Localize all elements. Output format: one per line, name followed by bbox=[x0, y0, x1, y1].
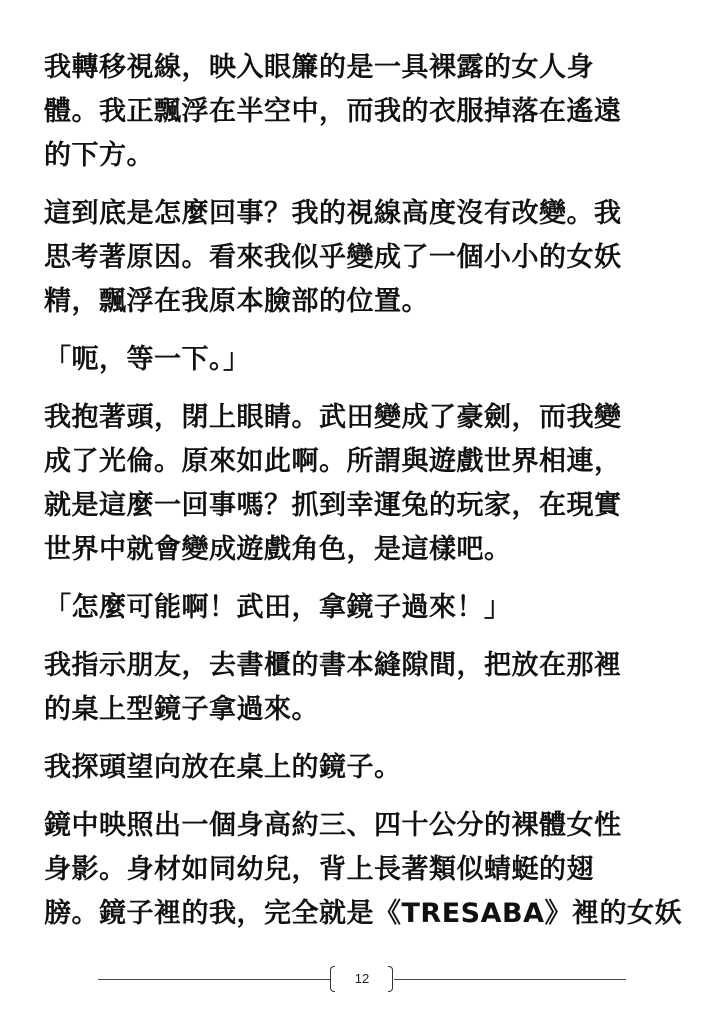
text-line: 我探頭望向放在桌上的鏡子。 bbox=[44, 752, 402, 783]
text-line: 膀。鏡子裡的我，完全就是《TRESABA》裡的女妖 bbox=[44, 898, 682, 929]
footer-divider-left bbox=[98, 979, 330, 980]
text-line: 身影。身材如同幼兒，背上長著類似蜻蜓的翅 bbox=[44, 854, 594, 885]
footer-divider-right bbox=[394, 979, 626, 980]
left-bracket-ornament bbox=[330, 966, 335, 992]
body-text bbox=[44, 46, 684, 950]
page-footer bbox=[0, 962, 724, 998]
text-line: 我轉移視線，映入眼簾的是一具裸露的女人身 bbox=[44, 52, 594, 83]
dialogue-paragraph bbox=[44, 586, 684, 630]
right-bracket-ornament bbox=[388, 966, 393, 992]
text-line: 成了光倫。原來如此啊。所謂與遊戲世界相連， bbox=[44, 446, 622, 477]
text-line: 的下方。 bbox=[44, 140, 154, 171]
text-line: 這到底是怎麼回事？我的視線高度沒有改變。我 bbox=[44, 198, 622, 229]
text-line: 就是這麼一回事嗎？抓到幸運兔的玩家，在現實 bbox=[44, 490, 622, 521]
dialogue-paragraph bbox=[44, 338, 684, 382]
paragraph bbox=[44, 644, 684, 732]
text-line: 「呃，等一下。」 bbox=[44, 344, 251, 375]
paragraph bbox=[44, 746, 684, 790]
text-line: 的桌上型鏡子拿過來。 bbox=[44, 694, 319, 725]
text-line: 思考著原因。看來我似乎變成了一個小小的女妖 bbox=[44, 242, 622, 273]
page-number: 12 bbox=[354, 971, 370, 986]
paragraph bbox=[44, 396, 684, 572]
paragraph bbox=[44, 192, 684, 324]
text-line: 鏡中映照出一個身高約三、四十公分的裸體女性 bbox=[44, 810, 622, 841]
text-line: 體。我正飄浮在半空中，而我的衣服掉落在遙遠 bbox=[44, 96, 622, 127]
text-line: 世界中就會變成遊戲角色，是這樣吧。 bbox=[44, 534, 512, 565]
text-line: 精，飄浮在我原本臉部的位置。 bbox=[44, 286, 429, 317]
paragraph bbox=[44, 46, 684, 178]
paragraph bbox=[44, 804, 684, 936]
text-line: 「怎麼可能啊！武田，拿鏡子過來！」 bbox=[44, 592, 512, 623]
text-line: 我指示朋友，去書櫃的書本縫隙間，把放在那裡 bbox=[44, 650, 622, 681]
text-line: 我抱著頭，閉上眼睛。武田變成了豪劍，而我變 bbox=[44, 402, 622, 433]
